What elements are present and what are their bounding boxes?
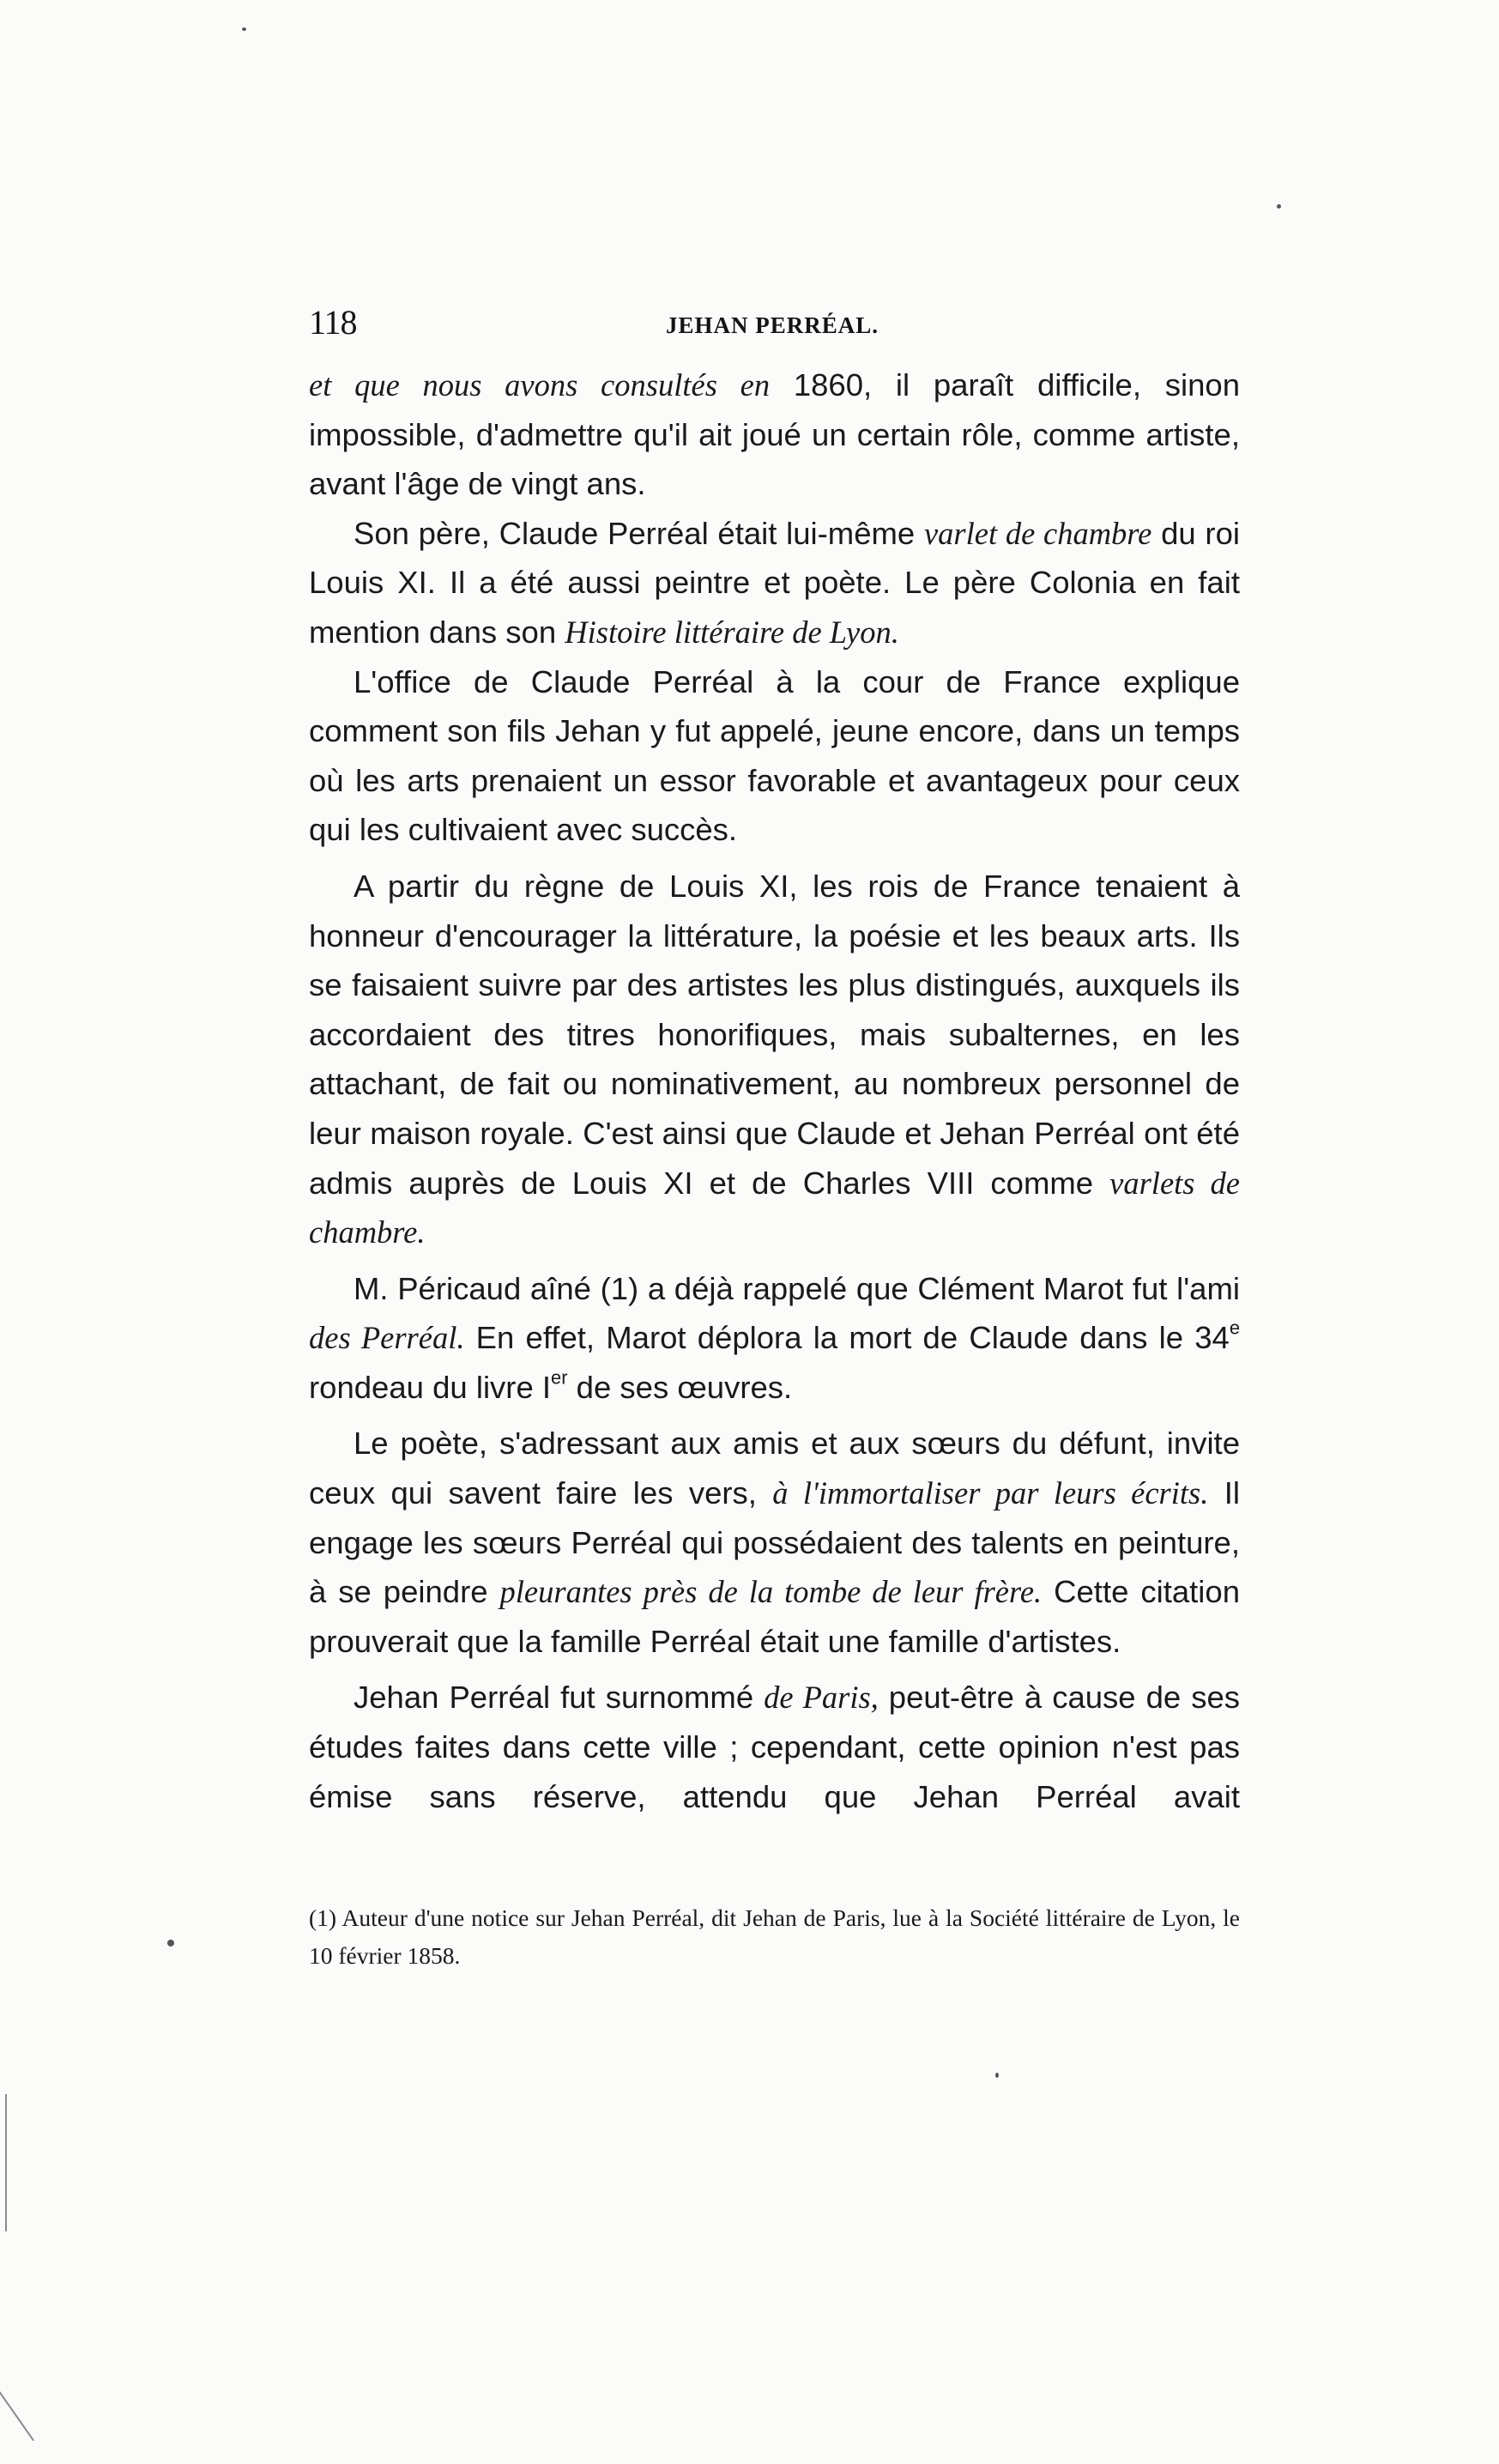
text-run: 1860, il paraît difficile, sinon impossible, d'admettre qu'il ait joué un certain rôle, comme artiste, avant l'âge de vingt ans.	[309, 367, 1240, 502]
page-edge-line	[5, 2094, 7, 2231]
superscript: er	[551, 1366, 568, 1389]
text-run: En effet, Marot déplora la mort de Claude dans le 34	[464, 1320, 1230, 1356]
italic-phrase: varlet de chambre	[923, 515, 1152, 551]
superscript: e	[1229, 1317, 1240, 1339]
text-run: A partir du règne de Louis XI, les rois de France tenaient à honneur d'encourager la littérature, la poésie et les beaux arts. Ils se faisaient suivre par des artistes les plus distingués, auxquels ils accordaient des titres honorifiques, mais subalternes, en les attachant, de fait ou nominativement, au nombreux personnel de leur maison royale. C'est ainsi que Claude et Jehan Perréal ont été admis auprès de Louis XI et de Charles VIII comme	[309, 868, 1240, 1201]
footnote-text: (1) Auteur d'une notice sur Jehan Perréal, dit Jehan de Paris, lue à la Société littéraire de Lyon, le 10 février 1858.	[309, 1904, 1240, 1969]
paragraph-3	[309, 657, 1240, 855]
italic-phrase: pleurantes près de la tombe de leur frère.	[499, 1574, 1043, 1610]
running-head: JEHAN PERRÉAL.	[666, 312, 879, 338]
text-run: M. Péricaud aîné (1) a déjà rappelé que Clément Marot fut l'ami	[354, 1270, 1240, 1306]
main-text	[309, 360, 1240, 1821]
text-run: Le poète, s'adressant aux amis et aux sœurs du défunt, invite ceux qui savent faire les vers,	[309, 1426, 1240, 1511]
paragraph-2	[309, 509, 1240, 657]
text-run: de ses œuvres.	[567, 1369, 793, 1405]
text-run: Son père, Claude Perréal était lui-même	[354, 515, 924, 551]
text-run: Jehan Perréal fut surnommé	[354, 1680, 765, 1716]
scan-speck	[995, 2073, 999, 2078]
italic-phrase: varlets de chambre.	[309, 1165, 1240, 1250]
scan-speck	[1277, 204, 1281, 209]
text-run: du roi Louis XI. Il a été aussi peintre et poète. Le père Colonia en fait mention dans son	[309, 515, 1240, 650]
text-run: Il engage les sœurs Perréal qui possédaient des talents en peinture, à se peindre	[309, 1475, 1240, 1610]
paragraph-1	[309, 360, 1240, 509]
page-edge-line	[0, 2391, 34, 2441]
footnote	[309, 1899, 1240, 1975]
paragraph-5	[309, 1264, 1240, 1413]
paragraph-6	[309, 1419, 1240, 1666]
text-run: Cette citation prouverait que la famille Perréal était une famille d'artistes.	[309, 1574, 1240, 1659]
page-number: 118	[309, 303, 357, 342]
italic-phrase: à l'immortaliser par leurs écrits.	[772, 1475, 1209, 1511]
page-header	[309, 302, 1240, 354]
text-run: peut-être à cause de ses études faites dans cette ville ; cependant, cette opinion n'est pas émise sans réserve, attendu que Jehan Perréal avait	[309, 1680, 1241, 1814]
scan-speck	[167, 1940, 174, 1946]
italic-phrase: des Perréal.	[309, 1320, 465, 1356]
paragraph-4	[309, 862, 1240, 1257]
italic-phrase: de Paris,	[764, 1680, 879, 1716]
scan-speck	[242, 27, 246, 31]
italic-phrase: et que nous avons consultés en	[309, 367, 771, 403]
paragraph-7	[309, 1673, 1240, 1821]
italic-phrase: Histoire littéraire de Lyon.	[565, 614, 899, 650]
text-run: rondeau du livre I	[309, 1369, 552, 1405]
text-run: L'office de Claude Perréal à la cour de France explique comment son fils Jehan y fut appelé, jeune encore, dans un temps où les arts prenaient un essor favorable et avantageux pour ceux qui les cultivaient avec succès.	[309, 663, 1240, 848]
